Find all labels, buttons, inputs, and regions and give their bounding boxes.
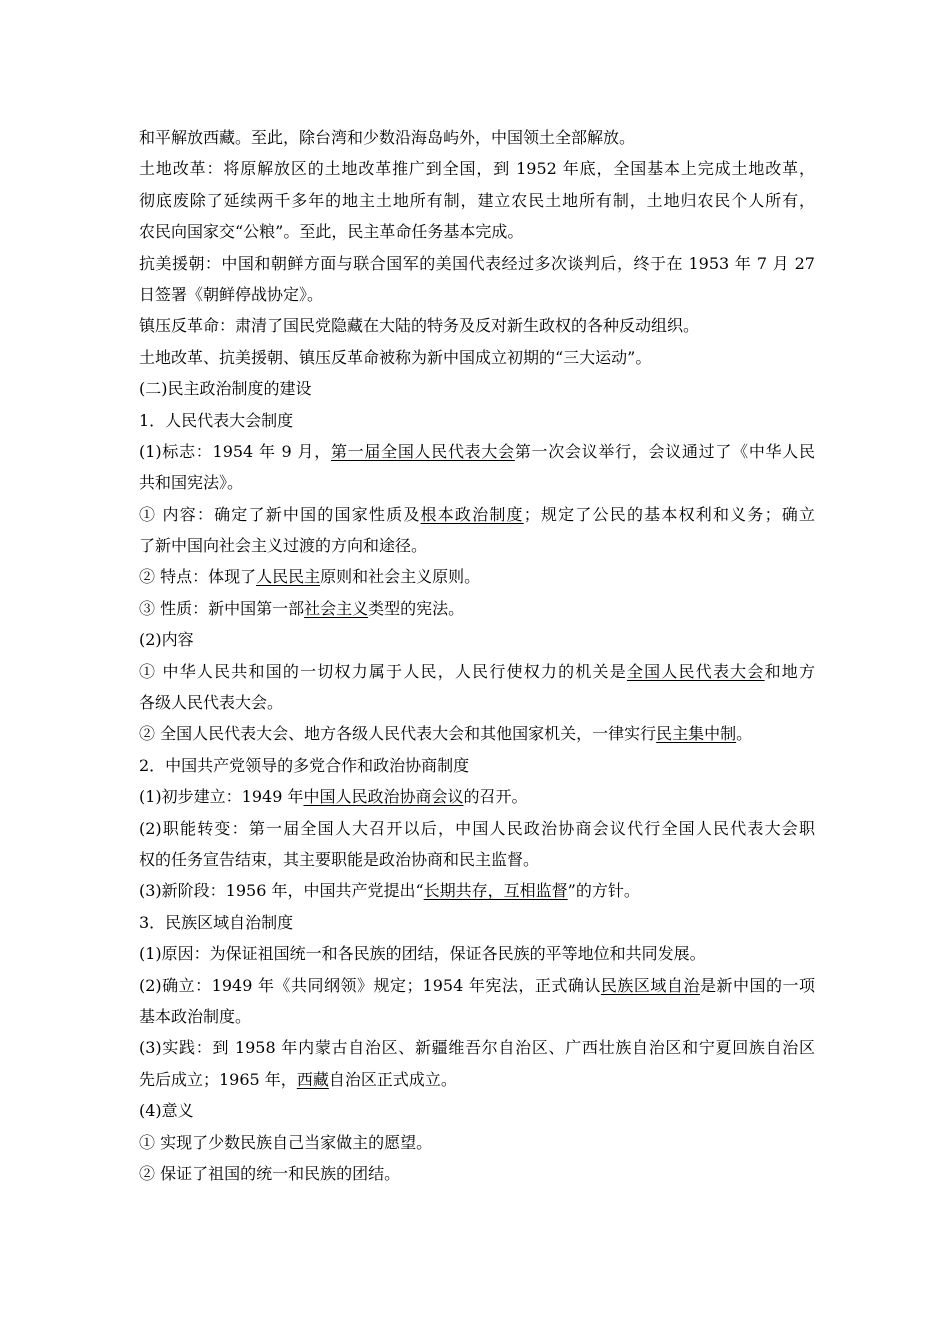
text-line: [139, 781, 815, 812]
text-line: [139, 436, 815, 467]
text-segment: 自治区正式成立。: [328, 1069, 457, 1089]
text-line: [139, 530, 815, 561]
text-line: [139, 499, 815, 530]
text-segment: ② 保证了祖国的统一和民族的团结。: [139, 1163, 401, 1183]
text-segment: ① 实现了少数民族自己当家做主的愿望。: [139, 1132, 433, 1152]
text-line: [139, 248, 815, 279]
text-segment: ② 特点：体现了: [139, 567, 257, 587]
text-line: [139, 405, 815, 436]
text-segment: 抗美援朝：中国和朝鲜方面与联合国军的美国代表经过多次谈判后，终于在 1953 年 7 月 27: [139, 253, 815, 273]
text-line: [139, 656, 815, 687]
text-segment: ”的方针。: [567, 881, 640, 901]
text-line: [139, 718, 815, 749]
text-line: [139, 844, 815, 875]
text-line: [139, 1064, 815, 1095]
text-segment: 彻底废除了延续两千多年的地主土地所有制，建立农民土地所有制，土地归农民个人所有，: [139, 190, 815, 210]
text-segment: 类型的宪法。: [368, 598, 465, 618]
text-line: [139, 185, 815, 216]
underlined-key-term: 西藏: [296, 1069, 329, 1089]
text-line: [139, 467, 815, 498]
text-segment: 农民向国家交“公粮”。至此，民主革命任务基本完成。: [139, 222, 524, 242]
underlined-key-term: 根本政治制度: [420, 504, 524, 524]
underlined-key-term: 长期共存，互相监督: [423, 881, 568, 901]
text-line: [139, 687, 815, 718]
text-segment: 是新中国的一项: [699, 975, 815, 995]
text-segment: ③ 性质：新中国第一部: [139, 598, 305, 618]
text-segment: 3．民族区域自治制度: [139, 912, 294, 932]
underlined-key-term: 全国人民代表大会: [626, 661, 765, 681]
text-segment: 原则和社会主义原则。: [320, 567, 481, 587]
text-segment: 土地改革、抗美援朝、镇压反革命被称为新中国成立初期的“三大运动”。: [139, 347, 652, 367]
document-body: [139, 122, 815, 1189]
text-line: [139, 1158, 815, 1189]
text-line: [139, 122, 815, 153]
text-line: [139, 279, 815, 310]
text-segment: (3)新阶段：1956 年，中国共产党提出“: [139, 881, 424, 901]
text-segment: ① 中华人民共和国的一切权力属于人民，人民行使权力的机关是: [139, 661, 627, 681]
text-segment: 共和国宪法》。: [139, 473, 244, 493]
text-line: [139, 593, 815, 624]
text-line: [139, 216, 815, 247]
text-line: [139, 1127, 815, 1158]
text-segment: (2)确立：1949 年《共同纲领》规定；1954 年宪法，正式确认: [139, 975, 601, 995]
text-segment: 第一次会议举行，会议通过了《中华人民: [514, 441, 815, 461]
text-segment: 先后成立；1965 年，: [139, 1069, 297, 1089]
underlined-key-term: 人民民主: [256, 567, 321, 587]
text-line: [139, 1001, 815, 1032]
text-segment: (4)意义: [139, 1101, 194, 1121]
text-segment: 土地改革：将原解放区的土地改革推广到全国，到 1952 年底，全国基本上完成土地改革，: [139, 159, 815, 179]
text-segment: (1)原因：为保证祖国统一和各民族的团结，保证各民族的平等地位和共同发展。: [139, 944, 706, 964]
text-segment: 的召开。: [463, 787, 528, 807]
text-line: [139, 970, 815, 1001]
text-segment: 基本政治制度。: [139, 1006, 252, 1026]
text-segment: 。: [736, 724, 753, 744]
underlined-key-term: 第一届全国人民代表大会: [330, 441, 515, 461]
text-line: [139, 907, 815, 938]
text-segment: (1)初步建立：1949 年: [139, 787, 304, 807]
text-segment: ；规定了公民的基本权利和义务；确立: [523, 504, 815, 524]
text-segment: 1．人民代表大会制度: [139, 410, 294, 430]
text-segment: ① 内容：确定了新中国的国家性质及: [139, 504, 421, 524]
text-line: [139, 561, 815, 592]
text-line: [139, 750, 815, 781]
text-segment: (3)实践：到 1958 年内蒙古自治区、新疆维吾尔自治区、广西壮族自治区和宁夏回族自治区: [139, 1038, 815, 1058]
underlined-key-term: 民族区域自治: [600, 975, 700, 995]
text-segment: 权的任务宣告结束，其主要职能是政治协商和民主监督。: [139, 849, 540, 869]
text-segment: 和地方: [764, 661, 815, 681]
text-line: [139, 1032, 815, 1063]
text-segment: 各级人民代表大会。: [139, 693, 284, 713]
text-line: [139, 1095, 815, 1126]
text-line: [139, 373, 815, 404]
text-segment: 和平解放西藏。至此，除台湾和少数沿海岛屿外，中国领土全部解放。: [139, 128, 636, 147]
text-line: [139, 342, 815, 373]
text-segment: (二)民主政治制度的建设: [139, 379, 312, 399]
text-line: [139, 938, 815, 969]
underlined-key-term: 中国人民政治协商会议: [303, 787, 464, 807]
text-segment: 镇压反革命：肃清了国民党隐藏在大陆的特务及反对新生政权的各种反动组织。: [139, 316, 700, 336]
text-line: [139, 813, 815, 844]
text-line: [139, 310, 815, 341]
text-line: [139, 624, 815, 655]
text-line: [139, 875, 815, 906]
text-line: [139, 153, 815, 184]
text-segment: (1)标志：1954 年 9 月，: [139, 441, 331, 461]
text-segment: 2．中国共产党领导的多党合作和政治协商制度: [139, 755, 470, 775]
underlined-key-term: 民主集中制: [656, 724, 737, 744]
text-segment: ② 全国人民代表大会、地方各级人民代表大会和其他国家机关，一律实行: [139, 724, 657, 744]
text-segment: 日签署《朝鲜停战协定》。: [139, 284, 324, 304]
underlined-key-term: 社会主义: [304, 598, 369, 618]
text-segment: (2)职能转变：第一届全国人大召开以后，中国人民政治协商会议代行全国人民代表大会职: [139, 818, 815, 838]
text-segment: (2)内容: [139, 630, 194, 650]
text-segment: 了新中国向社会主义过渡的方向和途径。: [139, 536, 428, 556]
